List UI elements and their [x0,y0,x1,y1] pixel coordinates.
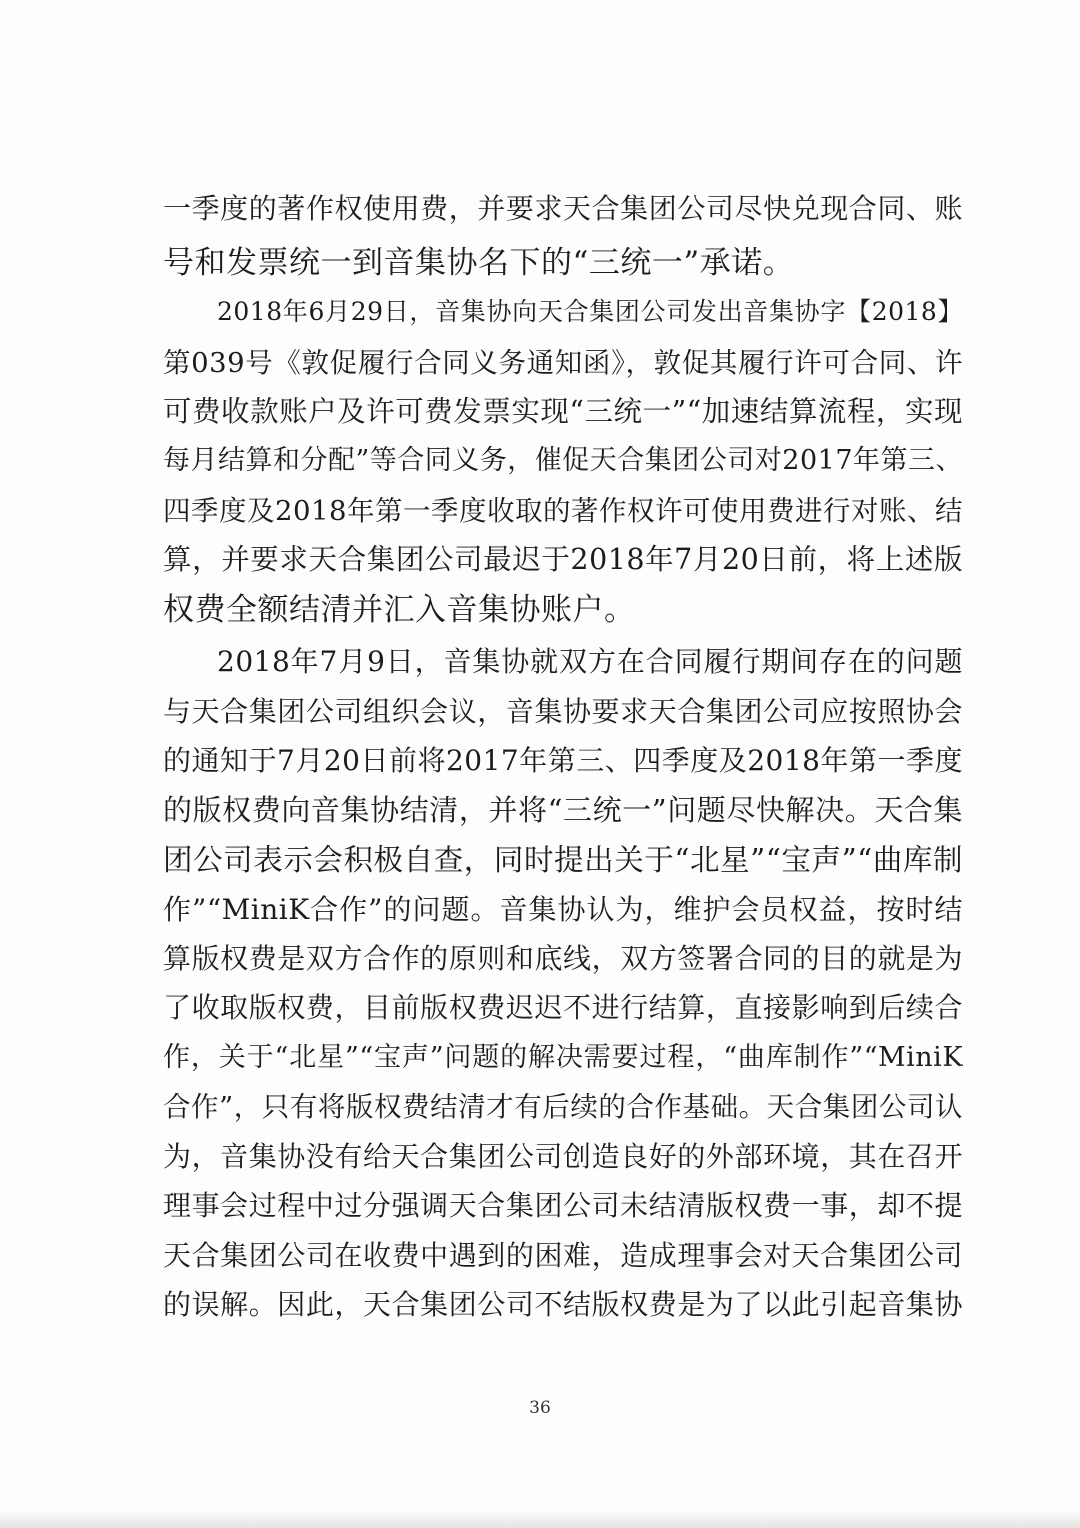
text-line: 的通知于7月20日前将2017年第三、四季度及2018年第一季度 [163,744,963,777]
text-line: 算版权费是双方合作的原则和底线，双方签署合同的目的就是为 [163,942,963,975]
text-line: 四季度及2018年第一季度收取的著作权许可使用费进行对账、结 [163,495,963,527]
text-line: 天合集团公司在收费中遇到的困难，造成理事会对天合集团公司 [163,1239,963,1272]
text-line: 作”“MiniK合作”的问题。音集协认为，维护会员权益，按时结 [163,893,963,926]
text-line: 每月结算和分配”等合同义务，催促天合集团公司对2017年第三、 [163,445,964,476]
text-line: 的版权费向音集协结清，并将“三统一”问题尽快解决。天合集 [163,793,963,827]
text-line: 号和发票统一到音集协名下的“三统一”承诺。 [163,245,795,281]
text-line: 权费全额结清并汇入音集协账户。 [163,592,636,628]
text-line: 合作”，只有将版权费结清才有后续的合作基础。天合集团公司认 [163,1091,963,1123]
page-bottom-edge [0,1508,1080,1528]
text-line: 作，关于“北星”“宝声”问题的解决需要过程，“曲库制作”“MiniK [163,1042,963,1073]
text-line: 与天合集团公司组织会议，音集协要求天合集团公司应按照协会 [163,695,963,728]
text-line: 理事会过程中过分强调天合集团公司未结清版权费一事，却不提 [163,1189,963,1222]
text-line: 可费收款账户及许可费发票实现“三统一”“加速结算流程，实现 [163,395,963,428]
text-line: 2018年6月29日，音集协向天合集团公司发出音集协字【2018】 [217,297,963,326]
text-line: 了收取版权费，目前版权费迟迟不进行结算，直接影响到后续合 [163,991,963,1024]
text-line: 算，并要求天合集团公司最迟于2018年7月20日前，将上述版 [163,543,963,576]
text-line: 2018年7月9日，音集协就双方在合同履行期间存在的问题 [217,645,963,678]
text-line: 为，音集协没有给天合集团公司创造良好的外部环境，其在召开 [163,1140,963,1173]
text-line: 一季度的著作权使用费，并要求天合集团公司尽快兑现合同、账 [163,192,963,225]
page-number: 36 [529,1398,551,1418]
text-line: 团公司表示会积极自查，同时提出关于“北星”“宝声”“曲库制 [163,843,963,877]
text-line: 的误解。因此，天合集团公司不结版权费是为了以此引起音集协 [163,1288,963,1321]
text-line: 第039号《敦促履行合同义务通知函》，敦促其履行许可合同、许 [163,347,963,379]
